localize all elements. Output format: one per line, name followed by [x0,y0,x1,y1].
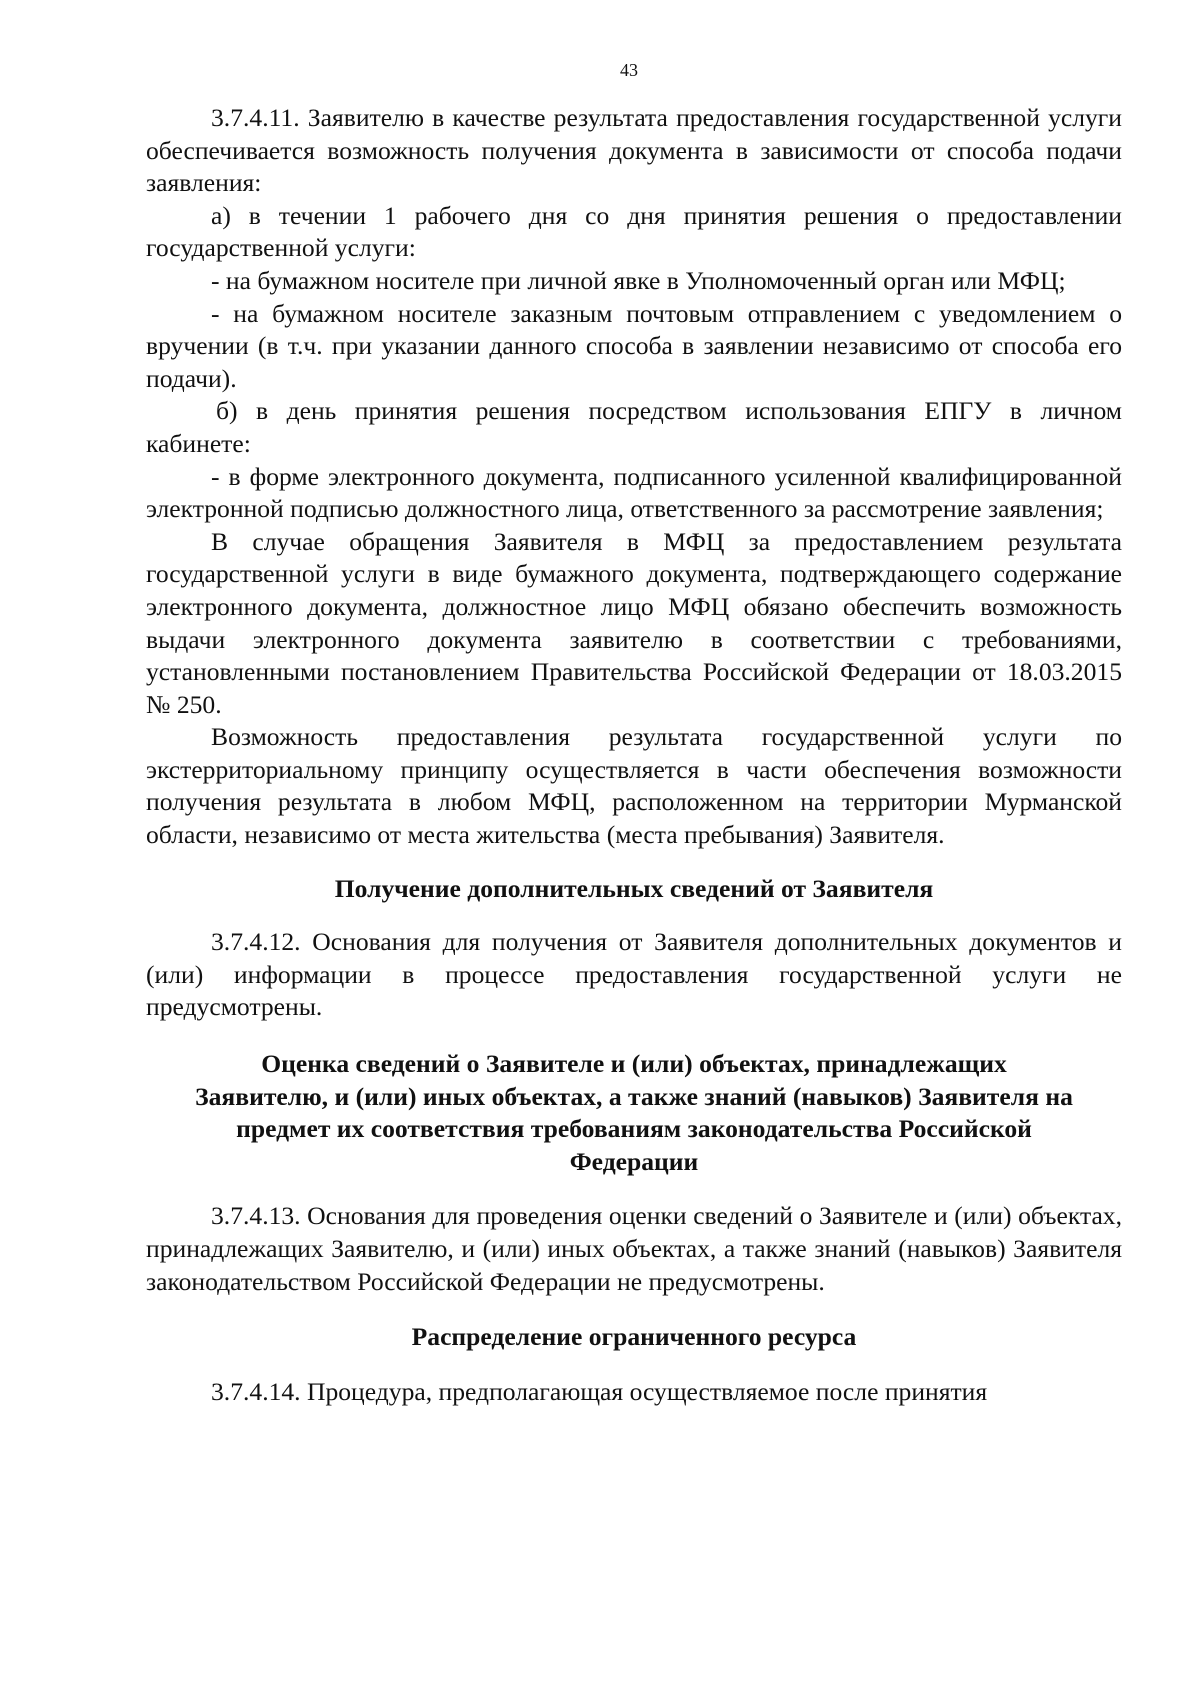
heading-resource: Распределение ограниченного ресурса [411,1322,857,1352]
paragraph-3-7-4-14: 3.7.4.14. Процедура, предполагающая осуществляемое после принятия [211,1376,988,1406]
paragraph-3-7-4-11: 3.7.4.11. Заявителю в качестве результата предоставления государственной услуги обеспечивается возможность получения документа в зависимости от способа подачи заявления: [146,103,1122,198]
paragraph-mfc-request: В случае обращения Заявителя в МФЦ за предоставлением результата государственной услуги в виде бумажного документа, подтверждающего содержание электронного документа, должностное лицо МФЦ обязано обеспечить возможность выдачи электронного документа заявителю в соответствии с требованиями, установленными постановлением Правительства Российской Федерации от 18.03.2015 № 250. [146,526,1122,719]
paragraph-3-7-4-13: 3.7.4.13. Основания для проведения оценки сведений о Заявителе и (или) объектах, принадлежащих Заявителю, и (или) иных объектах, а также знаний (навыков) Заявителя законодательством Российской Федерации не предусмотрены. [146,1201,1122,1296]
paragraph-electronic-document: - в форме электронного документа, подписанного усиленной квалифицированной электронной подписью должностного лица, ответственного за рассмотрение заявления; [146,461,1122,524]
document-page [146,60,1122,1408]
paragraph-option-a: а) в течении 1 рабочего дня со дня принятия решения о предоставлении государственной услуги: [146,200,1122,263]
heading-evaluation-line-1: Оценка сведений о Заявителе и (или) объектах, принадлежащих [261,1049,1007,1079]
paragraph-paper-by-mail: - на бумажном носителе заказным почтовым отправлением с уведомлением о вручении (в т.ч. при указании данного способа в заявлении независимо от способа его подачи). [146,298,1122,393]
heading-evaluation-line-2: Заявителю, и (или) иных объектах, а также знаний (навыков) Заявителя на [195,1081,1073,1111]
heading-evaluation [146,1048,1122,1178]
paragraph-paper-in-person: - на бумажном носителе при личной явке в Уполномоченный орган или МФЦ; [211,265,1066,295]
paragraph-option-b: б) в день принятия решения посредством использования ЕПГУ в личном кабинете: [146,396,1122,458]
paragraph-3-7-4-12: 3.7.4.12. Основания для получения от Заявителя дополнительных документов и (или) информации в процессе предоставления государственной услуги не предусмотрены. [146,927,1122,1022]
heading-additional-info: Получение дополнительных сведений от Заявителя [334,873,934,903]
page-number: 43 [620,60,638,80]
heading-evaluation-line-3: предмет их соответствия требованиям законодательства Российской [236,1114,1032,1144]
paragraph-extraterritorial: Возможность предоставления результата государственной услуги по экстерриториальному принципу осуществляется в части обеспечения возможности получения результата в любом МФЦ, расположенном на территории Мурманской области, независимо от места жительства (места пребывания) Заявителя. [146,722,1122,850]
heading-evaluation-line-4: Федерации [569,1146,699,1176]
